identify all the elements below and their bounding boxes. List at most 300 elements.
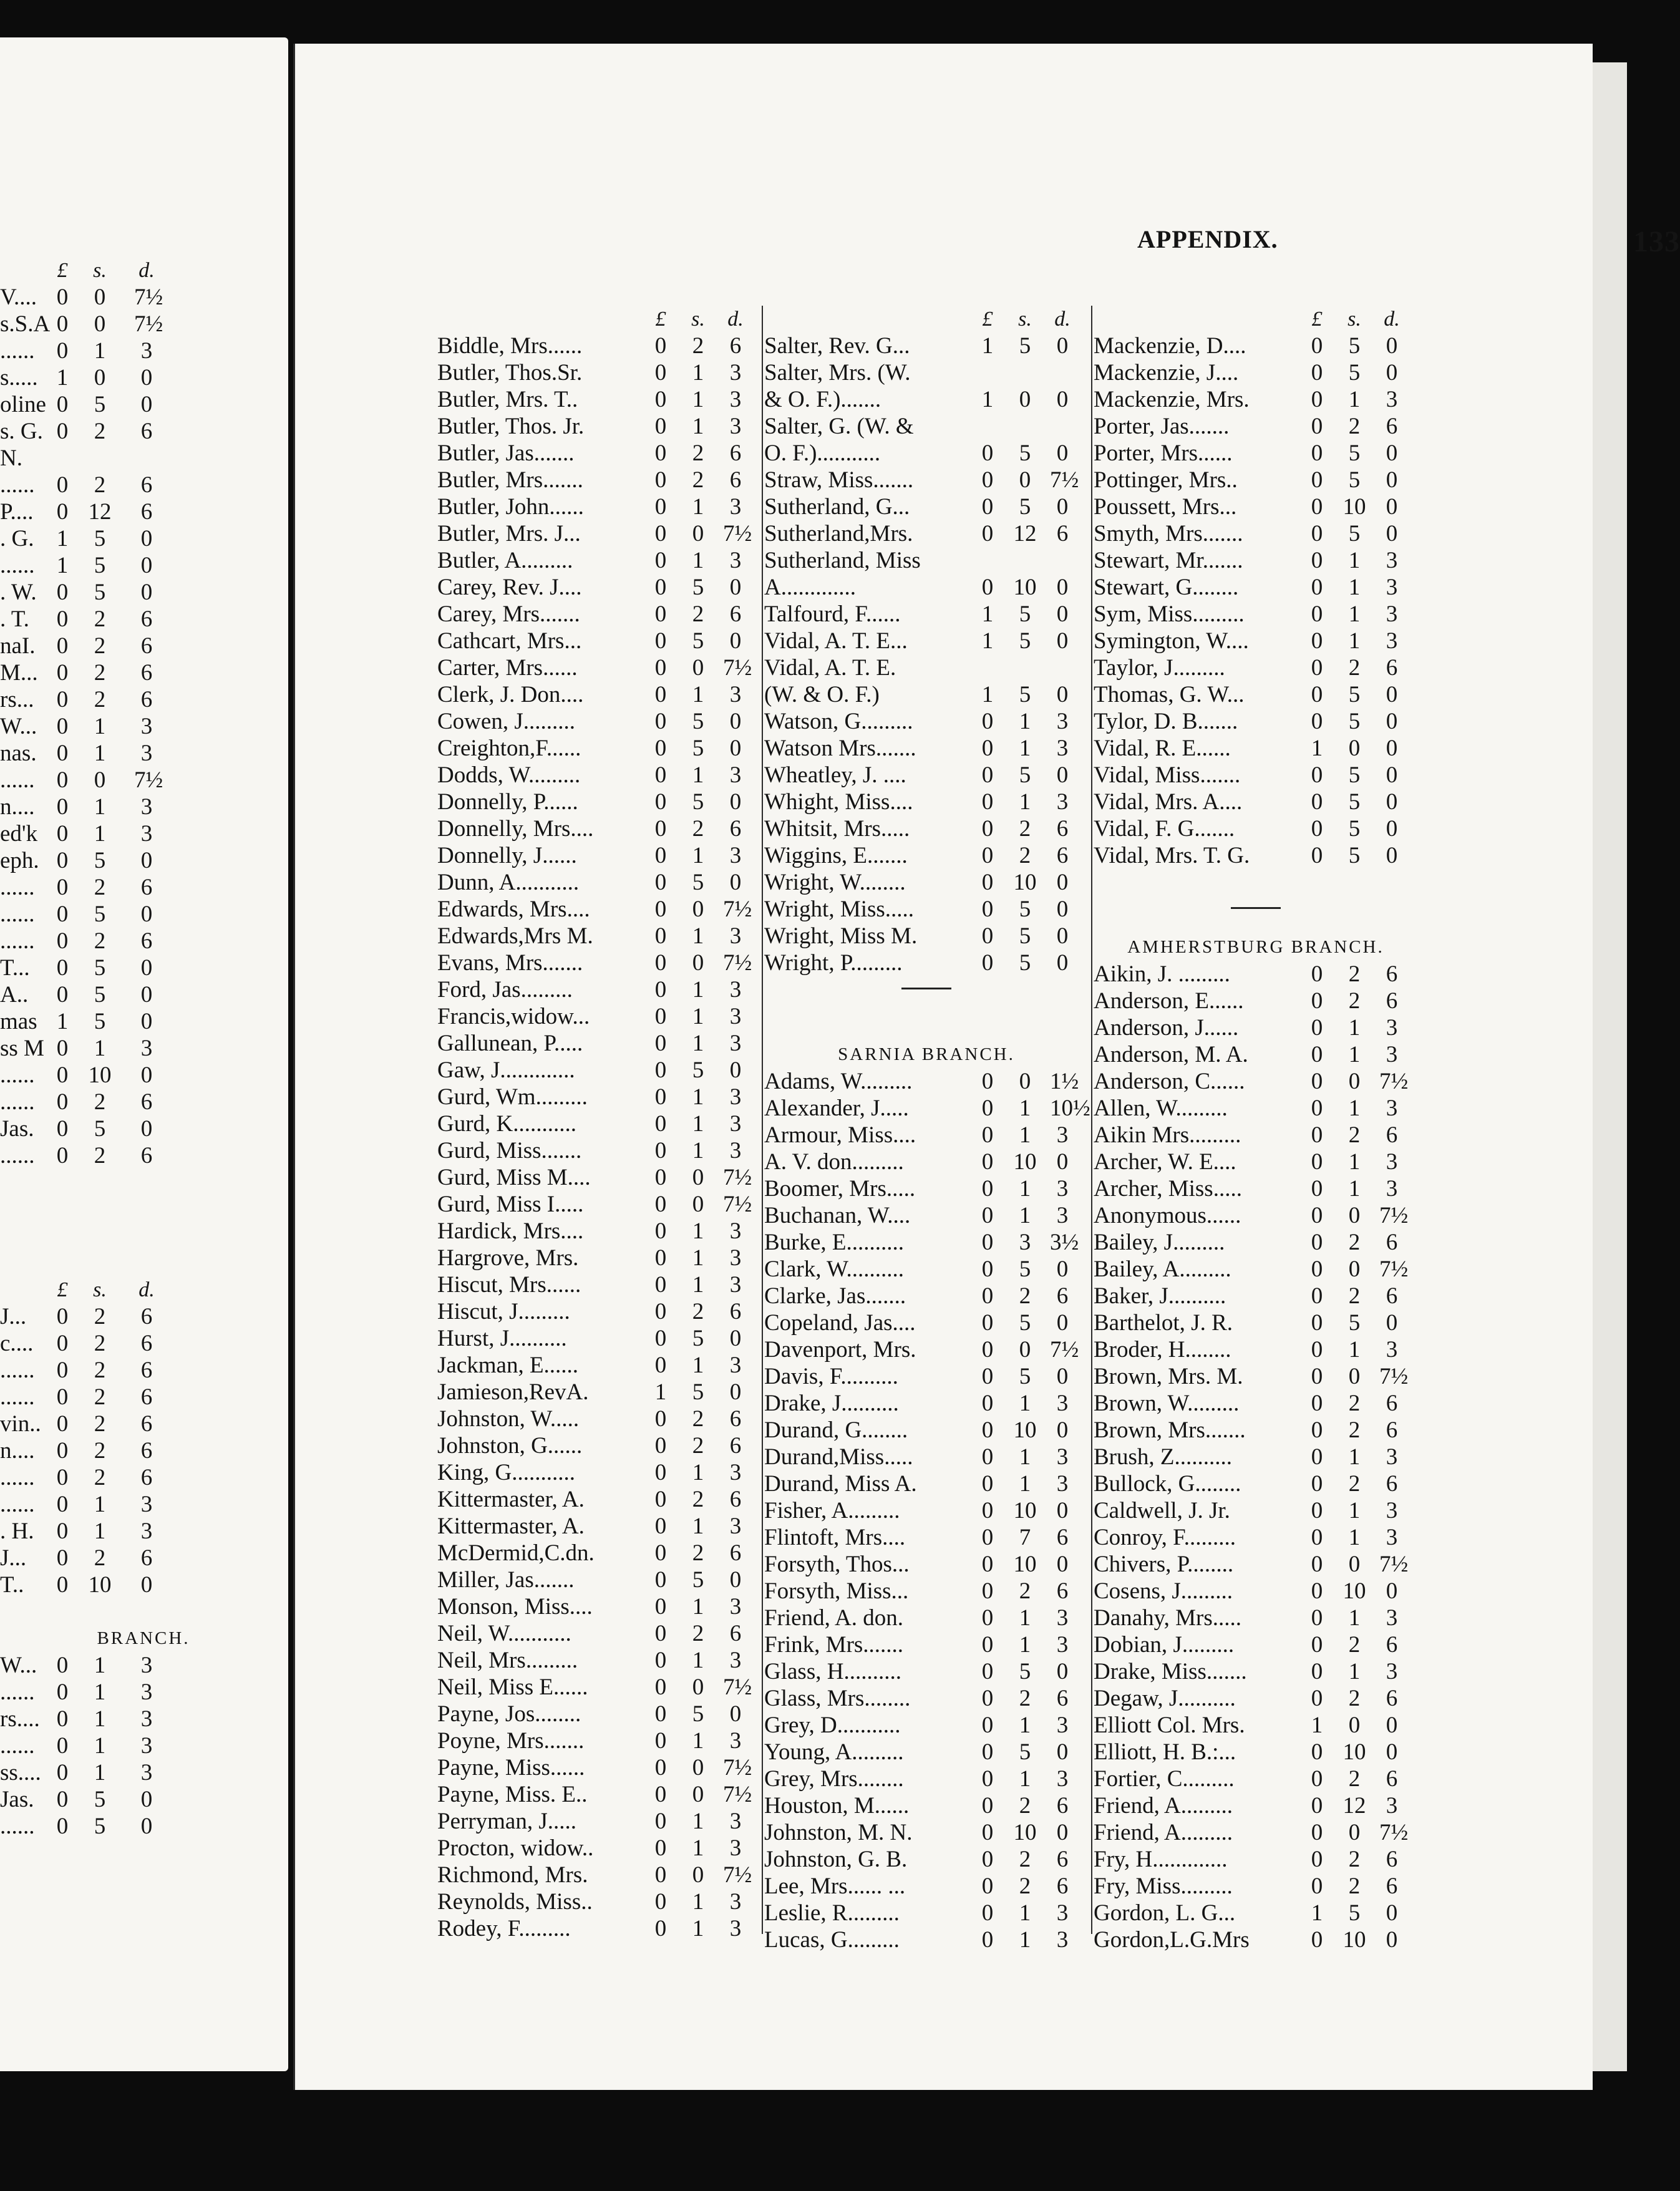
- subscriber-name: . H.: [0, 1518, 34, 1544]
- subscriber-row: [1094, 628, 1418, 654]
- subscriber-row: [764, 1122, 1089, 1149]
- pence-value: 3: [729, 414, 742, 439]
- subscriber-name: Hiscut, J.........: [437, 1299, 570, 1324]
- subscriber-name: Baker, J..........: [1094, 1283, 1226, 1309]
- subscriber-name: s. G.: [0, 419, 43, 444]
- pence-value: d.: [1054, 308, 1071, 331]
- pounds-value: 1: [56, 526, 69, 551]
- shillings-value: 2: [1348, 1471, 1361, 1497]
- subscriber-name: Whight, Miss....: [764, 789, 913, 815]
- pounds-value: 0: [654, 1755, 667, 1780]
- pence-value: 3: [1056, 1605, 1069, 1631]
- subscriber-row: [764, 493, 1089, 520]
- pounds-value: 0: [56, 392, 69, 417]
- subscriber-row: [764, 1417, 1089, 1444]
- shillings-value: 0: [692, 1782, 704, 1807]
- subscriber-row: [437, 869, 762, 896]
- shillings-value: 2: [94, 875, 106, 900]
- subscriber-row: [437, 520, 762, 547]
- subscriber-name: Carey, Rev. J....: [437, 575, 582, 600]
- pence-value: 3: [729, 682, 742, 707]
- pounds-value: 0: [1311, 601, 1323, 627]
- pence-value: 0: [140, 392, 153, 417]
- subscriber-row: [1094, 1873, 1418, 1900]
- shillings-value: 5: [1019, 494, 1031, 520]
- subscriber-row: [764, 1605, 1089, 1631]
- pence-value: 3: [729, 1111, 742, 1137]
- subscriber-name: Donnelly, Mrs....: [437, 816, 594, 842]
- shillings-value: 5: [1348, 789, 1361, 815]
- subscriber-row: [437, 896, 762, 923]
- shillings-value: 1: [1348, 575, 1361, 600]
- left-page-column: [0, 257, 287, 1840]
- pence-value: 7½: [723, 896, 752, 922]
- subscriber-name: Brown, W.........: [1094, 1391, 1240, 1416]
- pence-value: 6: [1386, 988, 1398, 1014]
- pence-value: 0: [1056, 1739, 1069, 1765]
- subscriber-name: Butler, Mrs. J...: [437, 521, 581, 547]
- subscriber-name: Evans, Mrs.......: [437, 950, 583, 976]
- shillings-value: 1: [692, 1835, 704, 1861]
- subscriber-row: [764, 1336, 1089, 1363]
- subscriber-row: [437, 1781, 762, 1808]
- subscriber-row: [437, 1915, 762, 1942]
- shillings-value: 5: [692, 1701, 704, 1727]
- shillings-value: 5: [1348, 1900, 1361, 1926]
- shillings-value: 2: [692, 1433, 704, 1459]
- subscriber-row: [1094, 1175, 1418, 1202]
- pence-value: 7½: [1379, 1364, 1409, 1389]
- pence-value: 6: [729, 333, 742, 359]
- subscriber-row: [0, 1706, 287, 1732]
- shillings-value: 7: [1019, 1525, 1031, 1550]
- subscriber-name: ......: [0, 767, 35, 793]
- shillings-value: 1: [692, 1245, 704, 1271]
- shillings-value: 1: [692, 360, 704, 386]
- subscriber-name: ......: [0, 472, 35, 498]
- pounds-value: 0: [981, 789, 994, 815]
- subscriber-name: Wheatley, J. ....: [764, 762, 906, 788]
- shillings-value: 1: [692, 843, 704, 868]
- pence-value: 0: [1056, 1256, 1069, 1282]
- subscriber-row: [437, 1835, 762, 1862]
- pence-value: 6: [1386, 1471, 1398, 1497]
- pounds-value: 0: [56, 338, 69, 364]
- shillings-value: 1: [94, 714, 106, 739]
- subscriber-row: [1094, 493, 1418, 520]
- pounds-value: £: [982, 308, 993, 331]
- subscriber-name: ......: [0, 338, 35, 364]
- pence-value: 0: [729, 628, 742, 654]
- subscriber-row: [1094, 1605, 1418, 1631]
- subscriber-name: Gallunean, P.....: [437, 1031, 583, 1056]
- shillings-value: 2: [94, 419, 106, 444]
- pounds-value: 0: [981, 1310, 994, 1336]
- shillings-value: 2: [1019, 816, 1031, 842]
- pounds-value: 0: [654, 1004, 667, 1029]
- pounds-value: 0: [1311, 467, 1323, 493]
- subscriber-row: [764, 1390, 1089, 1417]
- subscriber-row: [1094, 789, 1418, 815]
- pence-value: 3: [140, 1733, 153, 1759]
- subscriber-name: Watson, G.........: [764, 709, 913, 734]
- subscriber-name: Stewart, Mr.......: [1094, 548, 1243, 573]
- pence-value: 0: [1386, 1712, 1398, 1738]
- pounds-value: 0: [1311, 709, 1323, 734]
- subscriber-name: Mackenzie, D....: [1094, 333, 1246, 359]
- subscriber-name: Jamieson,RevA.: [437, 1379, 589, 1405]
- subscriber-name: Monson, Miss....: [437, 1594, 593, 1620]
- shillings-value: 5: [692, 1326, 704, 1351]
- pence-value: 7½: [723, 655, 752, 681]
- shillings-value: 2: [1348, 1632, 1361, 1658]
- shillings-value: 2: [94, 1358, 106, 1383]
- pence-value: 10½: [1050, 1096, 1090, 1121]
- pence-value: d.: [138, 1278, 155, 1301]
- pence-value: 6: [1056, 1686, 1069, 1711]
- subscriber-name: Thomas, G. W...: [1094, 682, 1245, 707]
- pence-value: 3: [1056, 1900, 1069, 1926]
- subscriber-name: Grey, D...........: [764, 1712, 901, 1738]
- subscriber-row: [1094, 386, 1418, 413]
- subscriber-row: [437, 1057, 762, 1084]
- shillings-value: 2: [94, 1089, 106, 1115]
- pence-value: 0: [1056, 923, 1069, 949]
- shillings-value: 5: [1019, 440, 1031, 466]
- column-divider: [762, 306, 763, 1934]
- shillings-value: 1: [94, 1733, 106, 1759]
- subscriber-row: [0, 1357, 287, 1384]
- subscriber-row: [0, 794, 287, 820]
- pounds-value: 0: [654, 923, 667, 949]
- pounds-value: 0: [56, 1411, 69, 1437]
- pence-value: 0: [1386, 360, 1398, 386]
- subscriber-name: Procton, widow..: [437, 1835, 594, 1861]
- subscriber-name: Flintoft, Mrs....: [764, 1525, 906, 1550]
- subscriber-name: Davis, F..........: [764, 1364, 898, 1389]
- shillings-value: 10: [1013, 1498, 1037, 1523]
- subscriber-name: Cathcart, Mrs...: [437, 628, 582, 654]
- shillings-value: 2: [1348, 961, 1361, 987]
- pence-value: 3: [140, 1653, 153, 1678]
- pounds-value: 0: [1311, 655, 1323, 681]
- shillings-value: 10: [88, 1062, 112, 1088]
- shillings-value: 1: [692, 1218, 704, 1244]
- subscriber-name: Symington, W....: [1094, 628, 1249, 654]
- subscriber-name: rs....: [0, 1706, 40, 1732]
- pounds-value: 0: [654, 1460, 667, 1485]
- shillings-value: 2: [94, 1331, 106, 1356]
- pence-value: 6: [729, 601, 742, 627]
- pounds-value: 0: [981, 816, 994, 842]
- pence-value: 6: [140, 606, 153, 632]
- subscriber-row: [437, 1727, 762, 1754]
- pounds-value: 0: [56, 1384, 69, 1410]
- shillings-value: 5: [1348, 521, 1361, 547]
- pounds-value: 0: [56, 714, 69, 739]
- subscriber-row: [1094, 815, 1418, 842]
- subscriber-name: T...: [0, 955, 30, 981]
- subscriber-row: [0, 901, 287, 928]
- subscriber-name: Archer, Miss.....: [1094, 1176, 1242, 1202]
- subscriber-name: Butler, Thos. Jr.: [437, 414, 585, 439]
- pounds-value: 0: [1311, 1525, 1323, 1550]
- pence-value: 3: [1056, 1927, 1069, 1953]
- subscriber-name: Edwards,Mrs M.: [437, 923, 593, 949]
- subscriber-row: [1094, 574, 1418, 601]
- pounds-value: 0: [1311, 1471, 1323, 1497]
- shillings-value: s.: [93, 259, 107, 282]
- subscriber-name: Ford, Jas.........: [437, 977, 573, 1003]
- pence-value: 3: [729, 977, 742, 1003]
- subscriber-row: [764, 1551, 1089, 1578]
- subscriber-name: Mackenzie, Mrs.: [1094, 387, 1250, 412]
- subscriber-name: . W.: [0, 580, 37, 605]
- pence-value: 6: [1386, 1847, 1398, 1872]
- pounds-value: 0: [981, 1069, 994, 1094]
- shillings-value: 0: [692, 1192, 704, 1217]
- pence-value: 0: [140, 1116, 153, 1142]
- pence-value: 6: [140, 660, 153, 686]
- subscriber-row: [1094, 1417, 1418, 1444]
- pounds-value: 0: [981, 1873, 994, 1899]
- pence-value: 0: [1056, 387, 1069, 412]
- subscriber-name: ss M: [0, 1036, 44, 1061]
- pounds-value: 0: [56, 875, 69, 900]
- subscriber-name: N.: [0, 445, 22, 471]
- subscriber-row: [1094, 1926, 1418, 1953]
- subscriber-row: [0, 713, 287, 740]
- shillings-value: 1: [692, 762, 704, 788]
- pounds-value: 0: [1311, 1310, 1323, 1336]
- shillings-value: 1: [1019, 789, 1031, 815]
- subscriber-row: [1094, 520, 1418, 547]
- subscriber-name: Creighton,F......: [437, 736, 581, 761]
- pence-value: 3: [140, 794, 153, 820]
- pence-value: 0: [729, 575, 742, 600]
- subscriber-row: [437, 413, 762, 440]
- shillings-value: 5: [1019, 1310, 1031, 1336]
- subscriber-name: ......: [0, 1062, 35, 1088]
- shillings-value: 0: [692, 521, 704, 547]
- subscriber-row: [764, 1658, 1089, 1685]
- subscriber-name: ......: [0, 1465, 35, 1490]
- shillings-value: 2: [94, 687, 106, 712]
- shillings-value: 2: [692, 1487, 704, 1512]
- shillings-value: 1: [94, 794, 106, 820]
- pence-value: 7½: [723, 1782, 752, 1807]
- pence-value: 0: [140, 365, 153, 391]
- pounds-value: 0: [654, 628, 667, 654]
- subscriber-row: [437, 1003, 762, 1030]
- subscriber-row: [764, 1444, 1089, 1470]
- shillings-value: 12: [1343, 1793, 1366, 1819]
- subscriber-row: [0, 1035, 287, 1062]
- pence-value: 0: [1386, 682, 1398, 707]
- subscriber-row: [764, 896, 1089, 923]
- shillings-value: 1: [692, 1004, 704, 1029]
- subscriber-name: Aikin, J. .........: [1094, 961, 1230, 987]
- subscriber-row: [1094, 547, 1418, 574]
- subscriber-row: [1094, 1792, 1418, 1819]
- pounds-value: 0: [981, 950, 994, 976]
- subscriber-row: [764, 1873, 1089, 1900]
- subscriber-name: J...: [0, 1545, 27, 1571]
- subscriber-row: [764, 1578, 1089, 1605]
- subscriber-name: Salter, Mrs. (W.: [764, 360, 911, 386]
- pounds-value: 0: [654, 950, 667, 976]
- pounds-value: 0: [654, 1809, 667, 1834]
- subscriber-name: A..: [0, 982, 29, 1008]
- subscriber-name: Forsyth, Thos...: [764, 1552, 910, 1577]
- pounds-value: 1: [981, 628, 994, 654]
- pence-value: 0: [140, 526, 153, 551]
- subscriber-name: Wiggins, E.......: [764, 843, 908, 868]
- pence-value: 3: [1056, 1712, 1069, 1738]
- pence-value: 3: [140, 1492, 153, 1517]
- pence-value: 0: [729, 1701, 742, 1727]
- subscriber-row: [0, 633, 287, 659]
- shillings-value: 1: [692, 977, 704, 1003]
- subscriber-name: Lucas, G.........: [764, 1927, 900, 1953]
- pounds-value: 0: [56, 1518, 69, 1544]
- subscriber-name: Buchanan, W....: [764, 1203, 911, 1228]
- subscriber-row: [0, 1062, 287, 1089]
- subscriber-name: Allen, W.........: [1094, 1096, 1228, 1121]
- shillings-value: 12: [88, 499, 112, 525]
- shillings-value: 1: [1019, 1391, 1031, 1416]
- pounds-value: 0: [654, 843, 667, 868]
- pence-value: 0: [1056, 440, 1069, 466]
- shillings-value: 2: [692, 333, 704, 359]
- pounds-value: 0: [654, 1889, 667, 1915]
- pence-value: 0: [729, 1057, 742, 1083]
- pence-value: 6: [140, 1465, 153, 1490]
- pence-value: 3: [729, 1084, 742, 1110]
- subscriber-row: [437, 1808, 762, 1835]
- pence-value: d.: [138, 259, 155, 282]
- subscriber-row: [764, 923, 1089, 950]
- pounds-value: 0: [1311, 1417, 1323, 1443]
- subscriber-name: Anderson, C......: [1094, 1069, 1245, 1094]
- shillings-value: 2: [1348, 1847, 1361, 1872]
- subscriber-name: Salter, Rev. G...: [764, 333, 910, 359]
- pounds-value: 0: [1311, 1042, 1323, 1067]
- shillings-value: 2: [1348, 1230, 1361, 1255]
- pence-value: 0: [1056, 494, 1069, 520]
- shillings-value: 1: [1348, 1042, 1361, 1067]
- subscriber-row: [437, 815, 762, 842]
- subscriber-name: Bullock, G........: [1094, 1471, 1241, 1497]
- pounds-value: 0: [1311, 1256, 1323, 1282]
- subscriber-row: [0, 552, 287, 579]
- subscriber-row: [437, 1325, 762, 1352]
- shillings-value: 0: [1019, 1337, 1031, 1363]
- pounds-value: 0: [981, 1203, 994, 1228]
- pounds-value: 0: [981, 440, 994, 466]
- subscriber-row: [437, 1620, 762, 1647]
- shillings-value: 1: [1019, 1632, 1031, 1658]
- subscriber-name: Friend, A. don.: [764, 1605, 904, 1631]
- shillings-value: 5: [1348, 440, 1361, 466]
- pence-value: 0: [1386, 333, 1398, 359]
- shillings-value: 5: [692, 628, 704, 654]
- subscriber-name: Butler, A.........: [437, 548, 573, 573]
- pence-value: 7½: [1379, 1552, 1409, 1577]
- pounds-value: 0: [981, 1256, 994, 1282]
- subscriber-name: Gurd, Miss.......: [437, 1138, 582, 1164]
- subscriber-row: [437, 1754, 762, 1781]
- subscriber-name: Vidal, Miss.......: [1094, 762, 1241, 788]
- pence-value: 3: [729, 1004, 742, 1029]
- pence-value: 6: [1056, 1793, 1069, 1819]
- pence-value: 0: [729, 1567, 742, 1593]
- pence-value: 3: [1386, 548, 1398, 573]
- subscriber-name: ......: [0, 928, 35, 954]
- subscriber-row: [1094, 1202, 1418, 1229]
- pounds-value: 0: [654, 1648, 667, 1673]
- shillings-value: 0: [94, 284, 106, 310]
- shillings-value: 10: [1343, 494, 1366, 520]
- pounds-value: 0: [1311, 1364, 1323, 1389]
- pence-value: 3: [729, 843, 742, 868]
- shillings-value: 5: [692, 870, 704, 895]
- subscriber-name: Miller, Jas.......: [437, 1567, 575, 1593]
- pounds-value: 0: [654, 1916, 667, 1941]
- subscriber-row: [0, 1411, 287, 1437]
- pounds-value: 0: [1311, 494, 1323, 520]
- subscriber-name: M...: [0, 660, 38, 686]
- pence-value: 0: [1386, 440, 1398, 466]
- subscriber-name: Carter, Mrs......: [437, 655, 578, 681]
- pence-value: 0: [729, 709, 742, 734]
- subscriber-row: [0, 1008, 287, 1035]
- pounds-value: 0: [56, 955, 69, 981]
- shillings-value: 5: [1348, 762, 1361, 788]
- shillings-value: 0: [692, 1755, 704, 1780]
- pounds-value: 0: [654, 1031, 667, 1056]
- shillings-value: 1: [692, 387, 704, 412]
- shillings-value: 5: [94, 580, 106, 605]
- shillings-value: 5: [94, 1814, 106, 1839]
- shillings-value: 1: [1348, 387, 1361, 412]
- pence-value: 3: [729, 1031, 742, 1056]
- subscriber-row: [764, 520, 1089, 547]
- subscriber-row: [764, 1926, 1089, 1953]
- shillings-value: 1: [692, 1728, 704, 1754]
- subscriber-name: Francis,widow...: [437, 1004, 590, 1029]
- shillings-value: 0: [692, 950, 704, 976]
- subscriber-row: [0, 1759, 287, 1786]
- subscriber-name: ......: [0, 1358, 35, 1383]
- subscriber-row: [437, 708, 762, 735]
- pounds-value: 0: [981, 1712, 994, 1738]
- pounds-value: 0: [981, 843, 994, 868]
- subscriber-row: [437, 628, 762, 654]
- pence-value: 6: [140, 1545, 153, 1571]
- shillings-value: 2: [1348, 1686, 1361, 1711]
- subscriber-name: ......: [0, 1384, 35, 1410]
- subscriber-row: [764, 842, 1089, 869]
- pence-value: 3: [1386, 1659, 1398, 1684]
- subscriber-row: [764, 1739, 1089, 1766]
- shillings-value: 2: [692, 440, 704, 466]
- subscriber-row: [0, 1196, 287, 1223]
- pounds-value: 0: [981, 494, 994, 520]
- subscriber-row: [437, 762, 762, 789]
- subscriber-name: Dobian, J.........: [1094, 1632, 1235, 1658]
- shillings-value: 1: [692, 1513, 704, 1539]
